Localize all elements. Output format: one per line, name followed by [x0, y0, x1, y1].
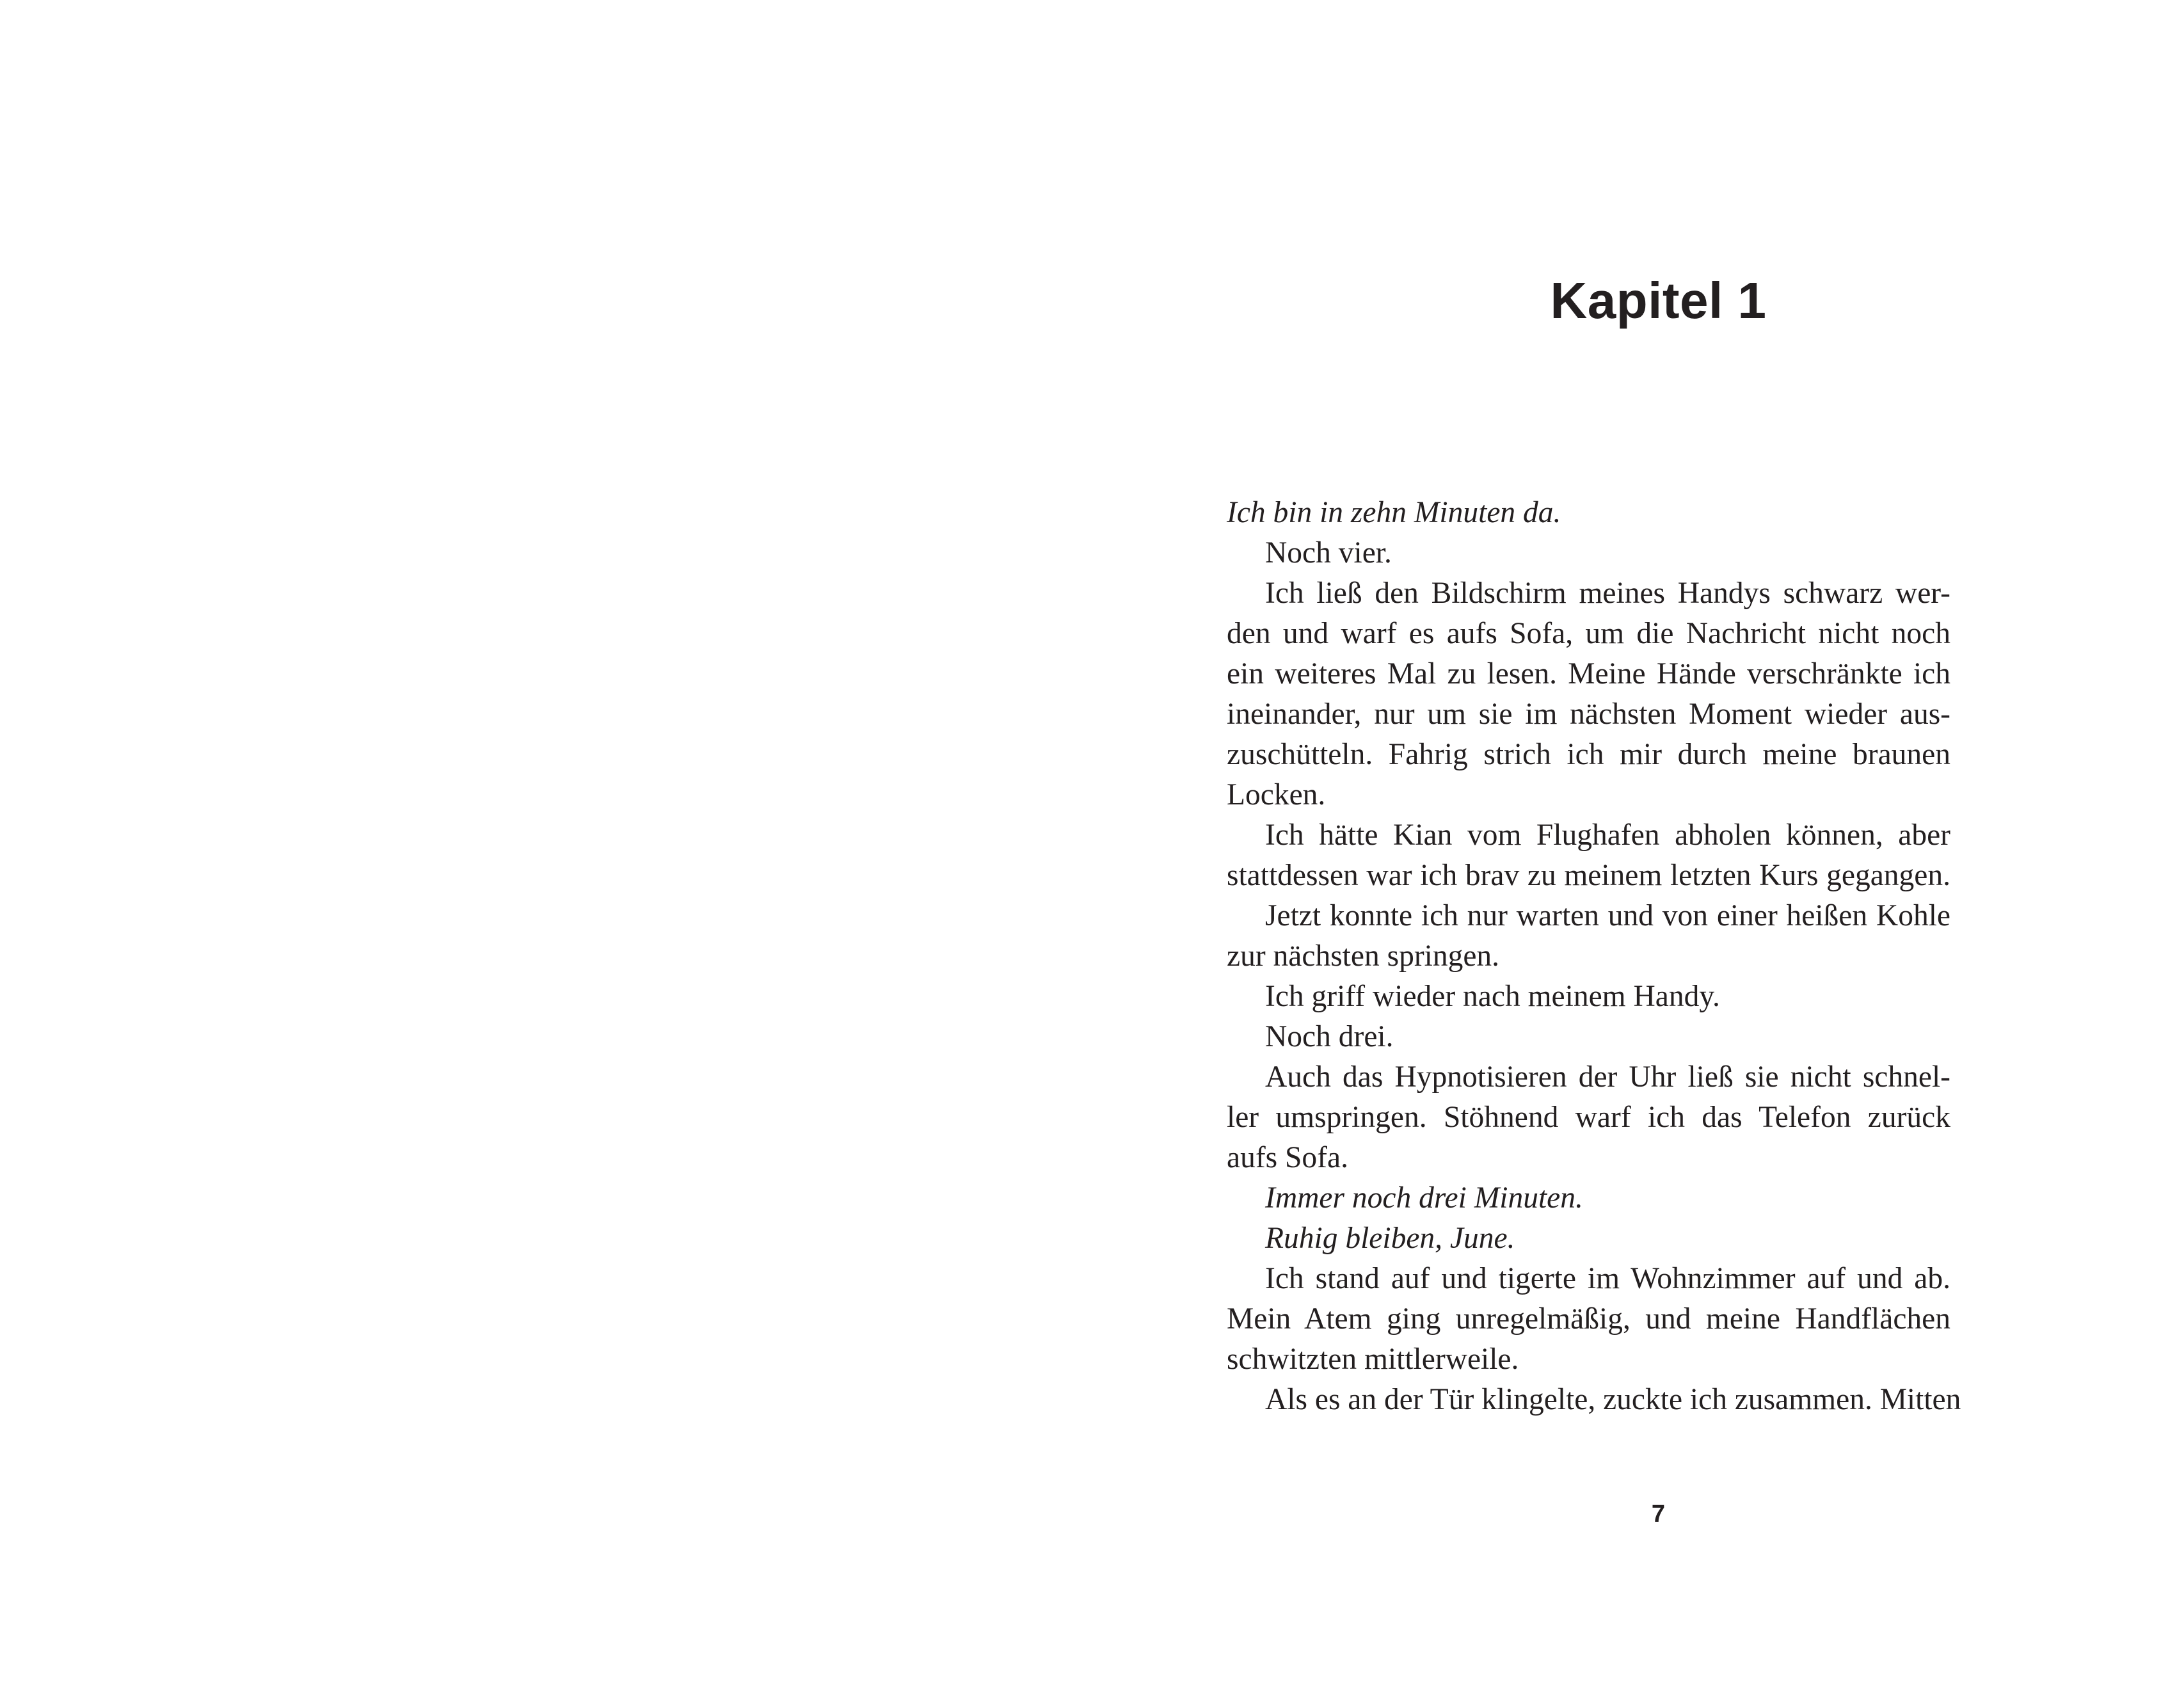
text-line: stattdessen war ich brav zu meinem letzten Kurs gegangen.: [1227, 859, 1950, 892]
page-number: 7: [1651, 1501, 1666, 1528]
text-line: Ich hätte Kian vom Flughafen abholen können, aber: [1265, 818, 1950, 852]
text-line: Noch vier.: [1265, 536, 1392, 570]
text-line: den und warf es aufs Sofa, um die Nachricht nicht noch: [1227, 617, 1950, 650]
text-line: Ich stand auf und tigerte im Wohnzimmer auf und ab.: [1265, 1262, 1950, 1295]
text-line: schwitzten mittlerweile.: [1227, 1343, 1519, 1376]
body-text: [1227, 493, 1961, 1420]
text-line: Mein Atem ging unregelmäßig, und meine Handflächen: [1227, 1302, 1950, 1336]
text-line: Auch das Hypnotisieren der Uhr ließ sie nicht schnel-: [1265, 1060, 1950, 1094]
text-line: Immer noch drei Minuten.: [1265, 1181, 1583, 1215]
text-line: Ruhig bleiben, June.: [1265, 1222, 1515, 1255]
text-line: ineinander, nur um sie im nächsten Moment wieder aus-: [1227, 698, 1950, 731]
text-line: zur nächsten springen.: [1227, 939, 1500, 973]
text-line: ler umspringen. Stöhnend warf ich das Telefon zurück: [1227, 1101, 1950, 1134]
text-line: Ich bin in zehn Minuten da.: [1227, 496, 1561, 529]
text-line: ein weiteres Mal zu lesen. Meine Hände verschränkte ich: [1227, 657, 1950, 690]
chapter-title: Kapitel 1: [1550, 272, 1767, 329]
right-page: [1088, 0, 2177, 1708]
text-line: Ich ließ den Bildschirm meines Handys schwarz wer-: [1265, 577, 1950, 610]
left-page-blank: [0, 0, 1088, 1708]
text-line: Noch drei.: [1265, 1020, 1394, 1053]
text-line: Jetzt konnte ich nur warten und von einer heißen Kohle: [1265, 899, 1950, 932]
text-line: Locken.: [1227, 778, 1326, 811]
text-line: aufs Sofa.: [1227, 1141, 1348, 1174]
text-line: Ich griff wieder nach meinem Handy.: [1265, 980, 1720, 1013]
text-line: zuschütteln. Fahrig strich ich mir durch meine braunen: [1227, 738, 1950, 771]
text-line: Als es an der Tür klingelte, zuckte ich zusammen. Mitten: [1265, 1383, 1961, 1416]
